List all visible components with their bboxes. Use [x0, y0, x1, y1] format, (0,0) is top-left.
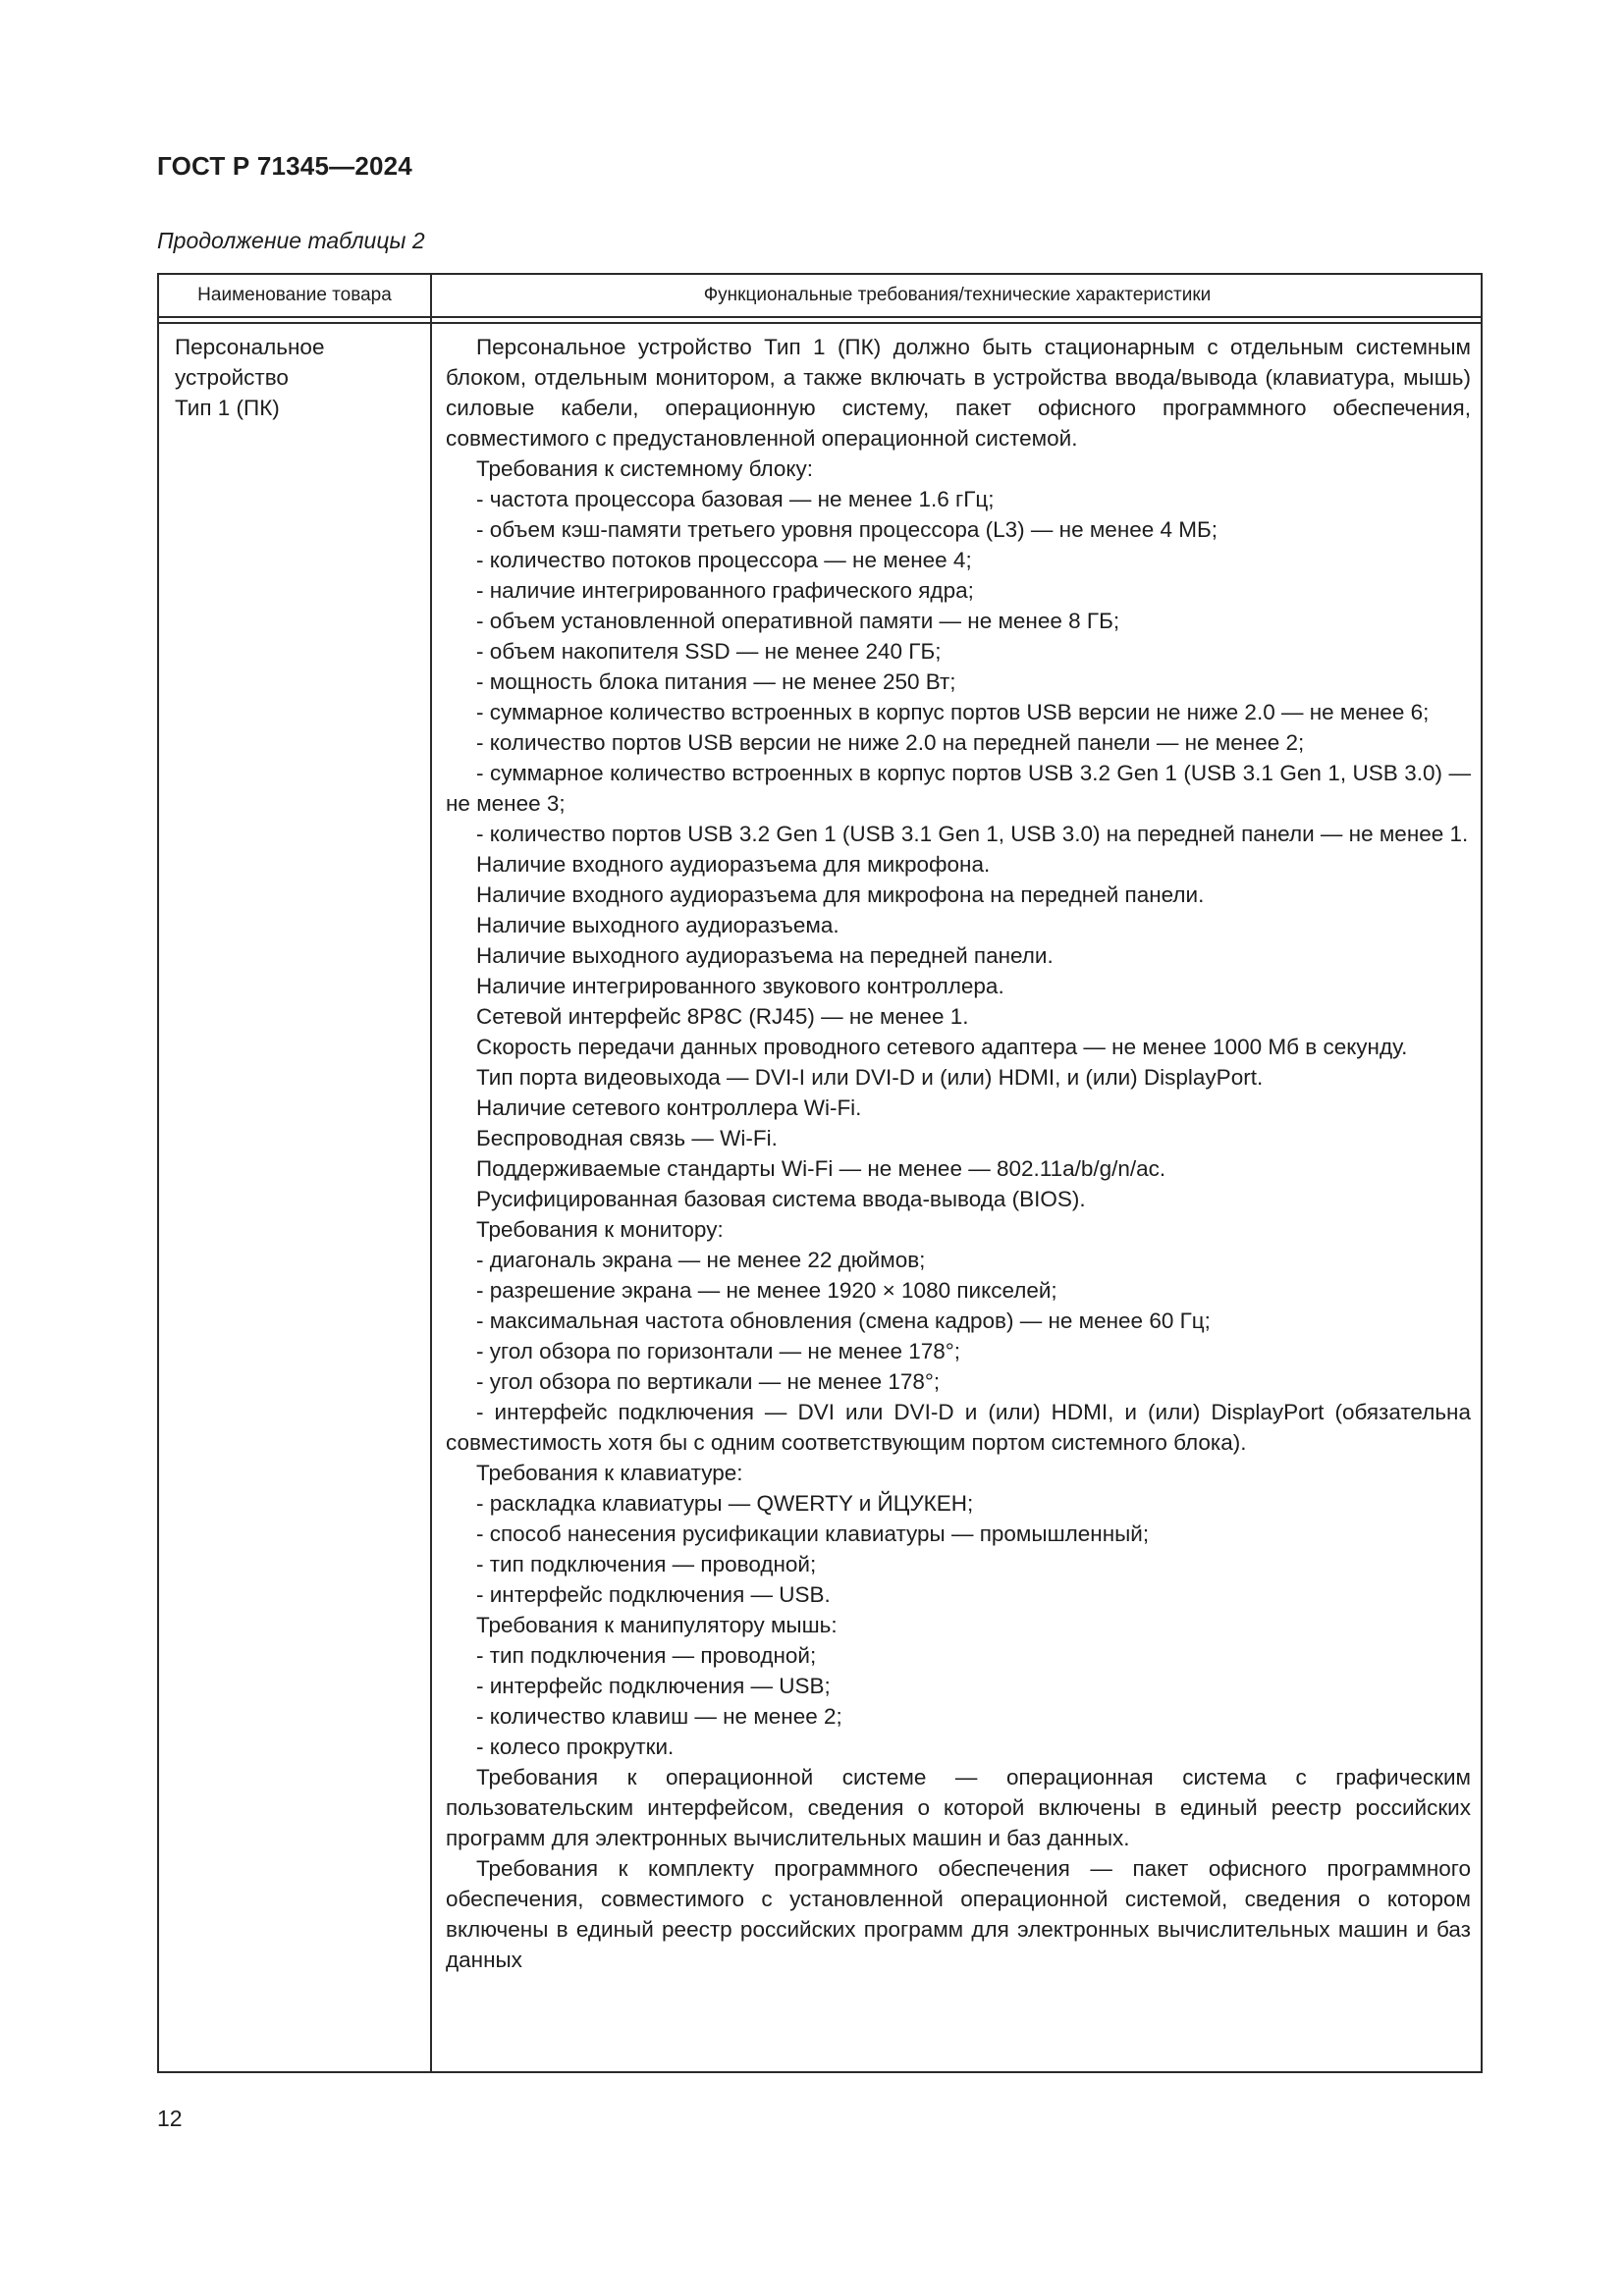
header-divider	[159, 316, 1481, 318]
requirement-paragraph: Требования к системному блоку:	[476, 456, 814, 481]
requirement-paragraph: Персональное устройство Тип 1 (ПК) должно быть стационарным с отдельным системным блоком, отдельным монитором, а также включать в устройства ввода/вывода (клавиатура, мышь) силовые кабели, операционную систему, пакет офисного программного обеспечения, совместимого с предустановленной операционной системой.	[446, 335, 1471, 451]
document-code: ГОСТ Р 71345—2024	[157, 151, 412, 181]
page-number: 12	[157, 2106, 183, 2131]
requirement-paragraph: - способ нанесения русификации клавиатуры — промышленный;	[476, 1522, 1150, 1546]
product-name-cell	[175, 332, 420, 423]
requirement-paragraph: Наличие входного аудиоразъема для микрофона.	[476, 852, 991, 877]
header-divider-double	[159, 322, 1481, 324]
requirement-paragraph: - количество портов USB 3.2 Gen 1 (USB 3.1 Gen 1, USB 3.0) на передней панели — не менее 1.	[476, 822, 1469, 846]
product-name-line: Персональное	[175, 335, 325, 359]
requirement-paragraph: Поддерживаемые стандарты Wi-Fi — не менее — 802.11a/b/g/n/ac.	[476, 1156, 1166, 1181]
requirement-paragraph: Сетевой интерфейс 8P8C (RJ45) — не менее 1.	[476, 1004, 969, 1029]
requirement-paragraph: - диагональ экрана — не менее 22 дюймов;	[476, 1248, 926, 1272]
requirement-paragraph: - колесо прокрутки.	[476, 1735, 675, 1759]
requirement-paragraph: Требования к манипулятору мышь:	[476, 1613, 838, 1637]
requirement-paragraph: - объем кэш-памяти третьего уровня процессора (L3) — не менее 4 МБ;	[476, 517, 1218, 542]
requirement-paragraph: Наличие выходного аудиоразъема.	[476, 913, 839, 937]
requirement-paragraph: - разрешение экрана — не менее 1920 × 1080 пикселей;	[476, 1278, 1057, 1303]
requirement-paragraph: - суммарное количество встроенных в корпус портов USB версии не ниже 2.0 — не менее 6;	[476, 700, 1430, 724]
requirement-paragraph: - количество потоков процессора — не менее 4;	[476, 548, 972, 572]
requirement-paragraph: Скорость передачи данных проводного сетевого адаптера — не менее 1000 Мб в секунду.	[476, 1035, 1408, 1059]
requirements-cell	[446, 332, 1471, 1975]
requirement-paragraph: - тип подключения — проводной;	[476, 1552, 817, 1576]
requirement-paragraph: - мощность блока питания — не менее 250 Вт;	[476, 669, 956, 694]
requirement-paragraph: - количество клавиш — не менее 2;	[476, 1704, 842, 1729]
requirement-paragraph: Требования к клавиатуре:	[476, 1461, 743, 1485]
requirement-paragraph: Наличие входного аудиоразъема для микрофона на передней панели.	[476, 882, 1205, 907]
requirement-paragraph: - объем установленной оперативной памяти — не менее 8 ГБ;	[476, 609, 1120, 633]
requirement-paragraph: Русифицированная базовая система ввода-вывода (BIOS).	[476, 1187, 1086, 1211]
product-name-line: Тип 1 (ПК)	[175, 396, 280, 420]
requirement-paragraph: - тип подключения — проводной;	[476, 1643, 817, 1668]
table-caption: Продолжение таблицы 2	[157, 228, 425, 253]
requirement-paragraph: Беспроводная связь — Wi-Fi.	[476, 1126, 778, 1150]
requirement-paragraph: - количество портов USB версии не ниже 2.0 на передней панели — не менее 2;	[476, 730, 1305, 755]
requirement-paragraph: - угол обзора по вертикали — не менее 178°;	[476, 1369, 941, 1394]
requirement-paragraph: - интерфейс подключения — USB;	[476, 1674, 831, 1698]
requirement-paragraph: - наличие интегрированного графического ядра;	[476, 578, 974, 603]
requirement-paragraph: - интерфейс подключения — DVI или DVI-D и (или) HDMI, и (или) DisplayPort (обязательна совместимость хотя бы с одним соответствующим портом системного блока).	[446, 1400, 1471, 1455]
requirement-paragraph: Требования к операционной системе — операционная система с графическим пользовательским интерфейсом, сведения о которой включены в единый реестр российских программ для электронных вычислительных машин и баз данных.	[446, 1765, 1471, 1850]
requirement-paragraph: Требования к комплекту программного обеспечения — пакет офисного программного обеспечения, совместимого с установленной операционной системой, сведения о котором включены в единый реестр российских программ для электронных вычислительных машин и баз данных	[446, 1856, 1471, 1972]
requirement-paragraph: - объем накопителя SSD — не менее 240 ГБ;	[476, 639, 942, 664]
requirement-paragraph: - раскладка клавиатуры — QWERTY и ЙЦУКЕН;	[476, 1491, 974, 1516]
column-header-requirements: Функциональные требования/технические характеристики	[703, 285, 1212, 305]
requirement-paragraph: - частота процессора базовая — не менее 1.6 гГц;	[476, 487, 995, 511]
requirement-paragraph: Наличие интегрированного звукового контроллера.	[476, 974, 1004, 998]
column-header-product-name: Наименование товара	[197, 285, 392, 305]
requirement-paragraph: - интерфейс подключения — USB.	[476, 1582, 831, 1607]
requirement-paragraph: Наличие сетевого контроллера Wi-Fi.	[476, 1095, 862, 1120]
requirement-paragraph: - угол обзора по горизонтали — не менее 178°;	[476, 1339, 961, 1363]
product-name-line: устройство	[175, 365, 289, 390]
requirement-paragraph: Тип порта видеовыхода — DVI-I или DVI-D и (или) HDMI, и (или) DisplayPort.	[476, 1065, 1264, 1090]
requirement-paragraph: Наличие выходного аудиоразъема на передней панели.	[476, 943, 1054, 968]
requirements-table	[157, 273, 1483, 2073]
requirement-paragraph: - суммарное количество встроенных в корпус портов USB 3.2 Gen 1 (USB 3.1 Gen 1, USB 3.0) — не менее 3;	[446, 761, 1471, 816]
column-divider	[430, 275, 432, 2071]
requirement-paragraph: - максимальная частота обновления (смена кадров) — не менее 60 Гц;	[476, 1308, 1211, 1333]
requirement-paragraph: Требования к монитору:	[476, 1217, 724, 1242]
